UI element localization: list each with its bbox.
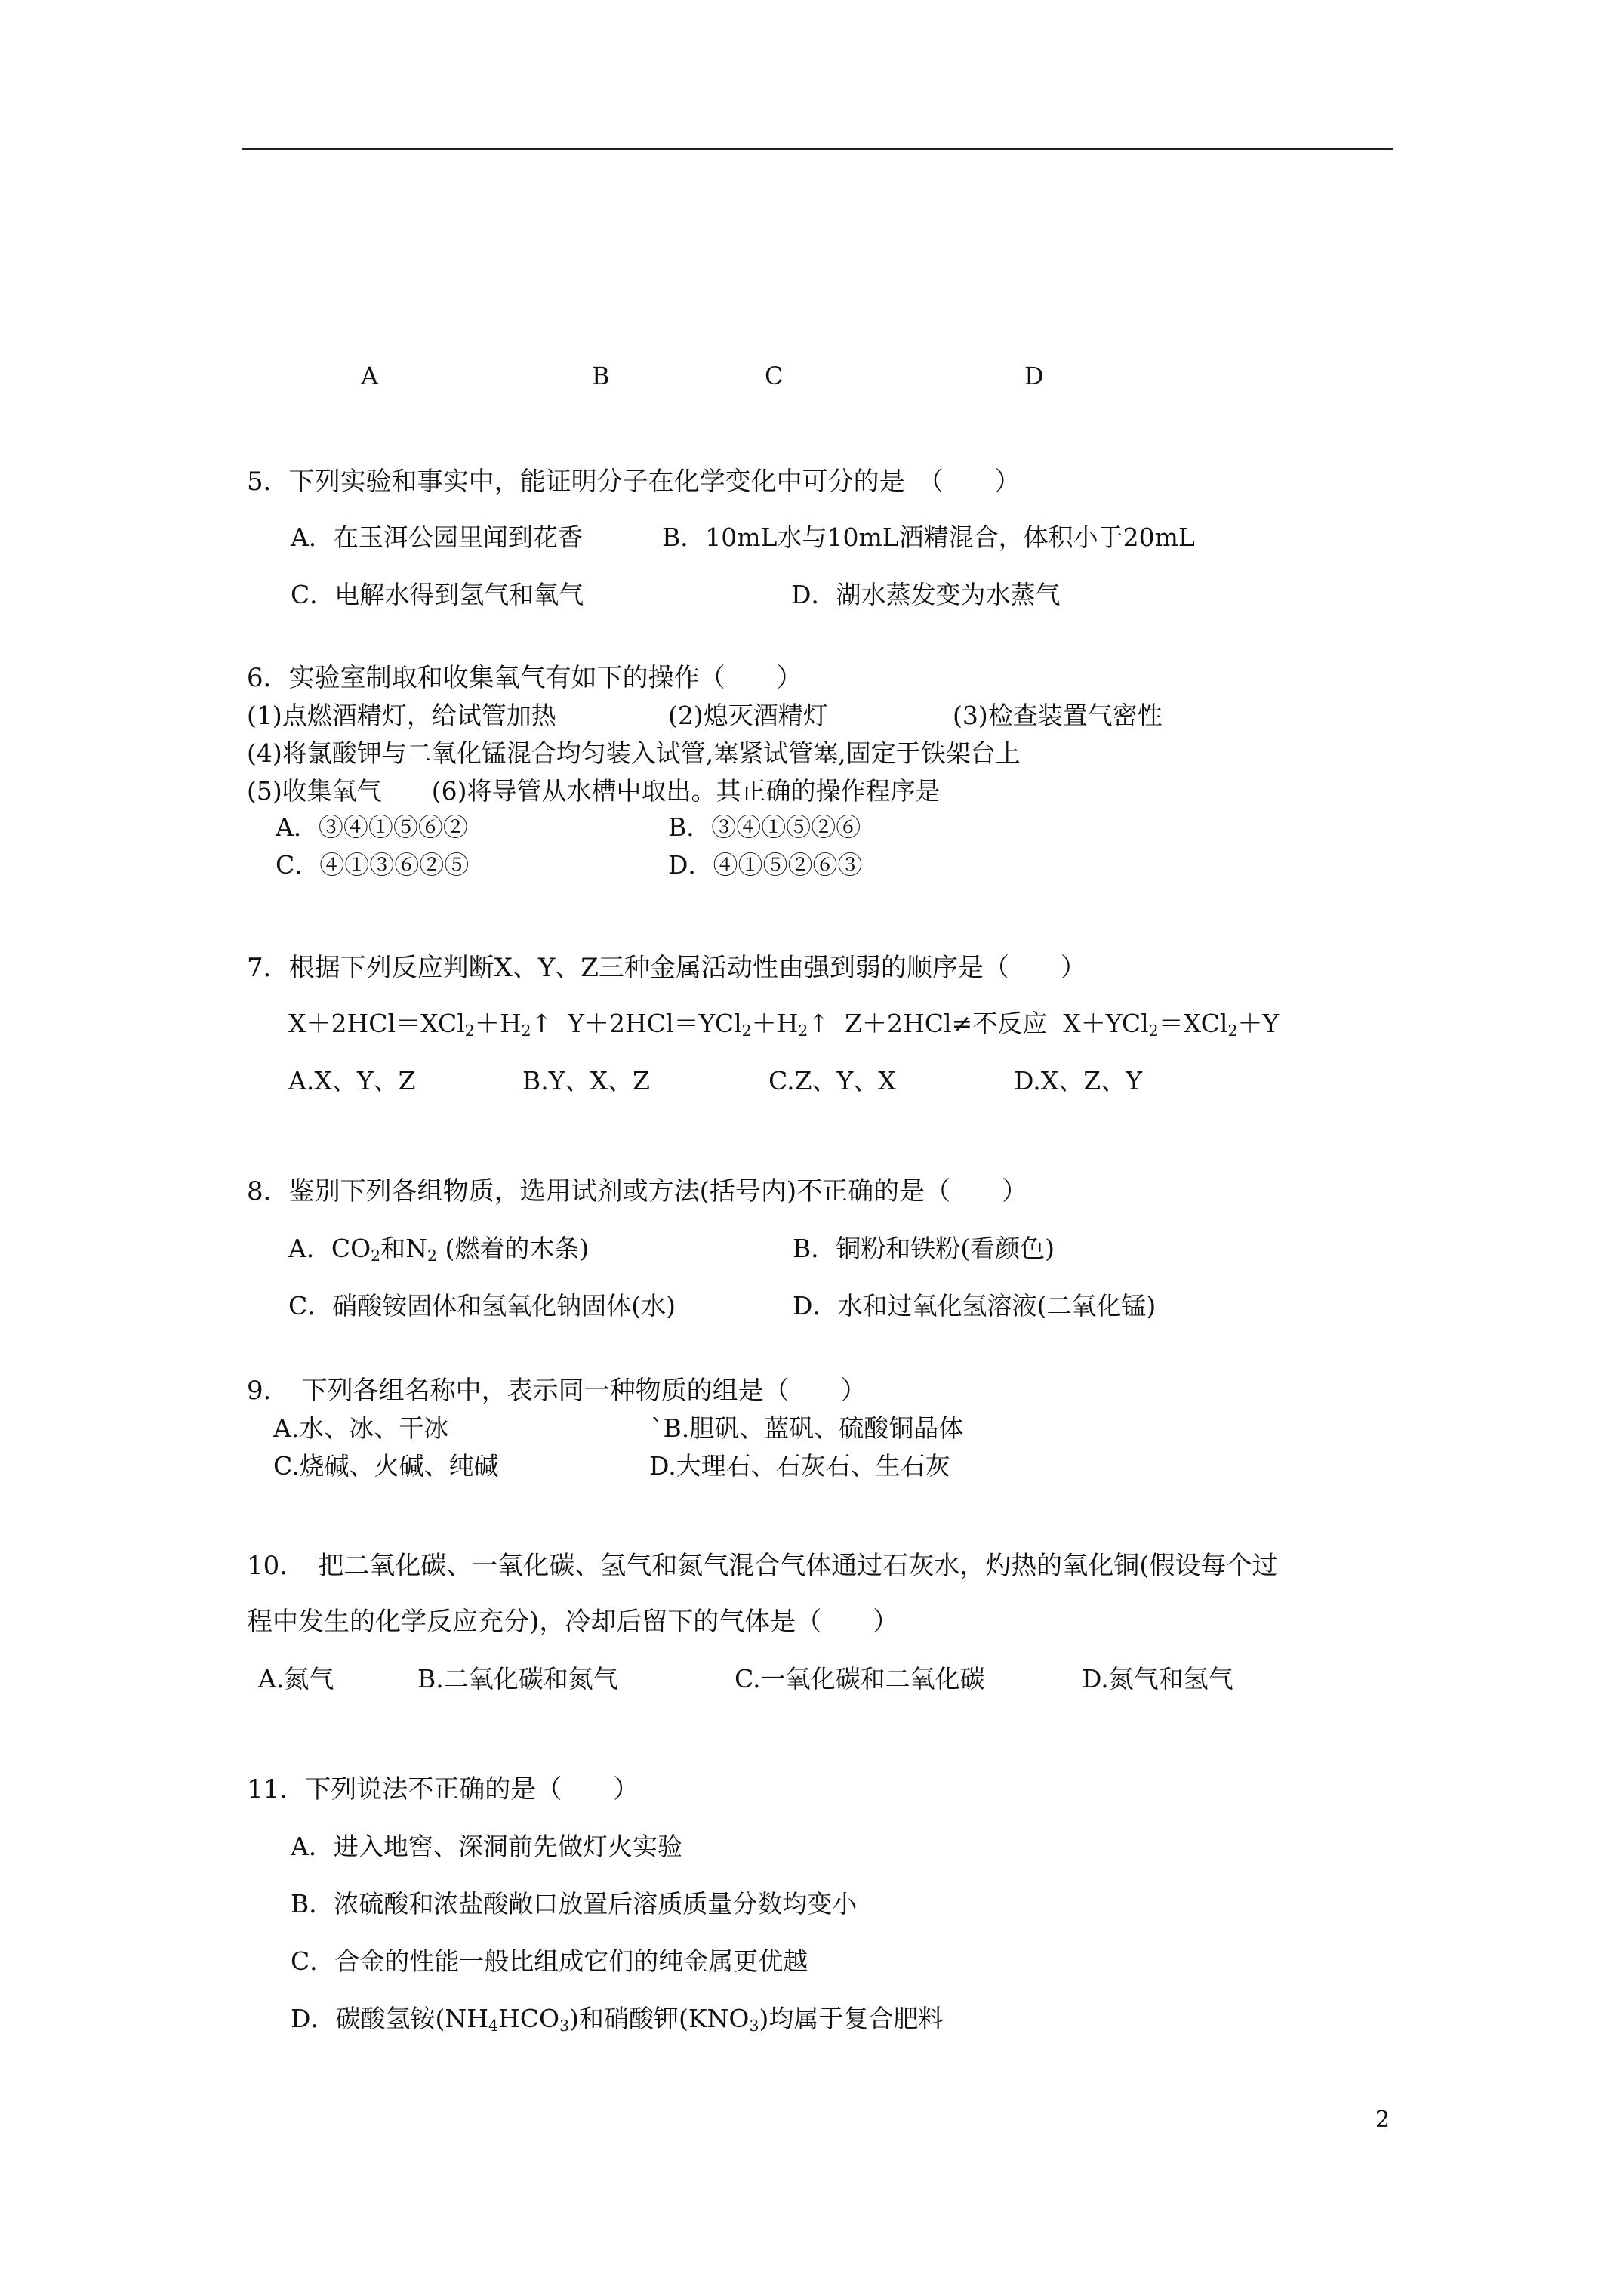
question-8-option-d: D．水和过氧化氢溶液(二氧化锰)	[793, 1291, 1156, 1321]
question-6-step-3: (3)检查装置气密性	[953, 701, 1163, 730]
question-9-option-d: D.大理石、石灰石、生石灰	[649, 1451, 950, 1481]
reaction-2: $Y+2HCl=YCl_2+H_2↑$	[568, 1009, 830, 1040]
question-5-option-b: B．10mL水与10mL酒精混合，体积小于20mL	[662, 522, 1195, 552]
question-9-option-a: A.水、冰、干冰	[273, 1413, 449, 1443]
question-6-option-a: A．③④①⑤⑥②	[276, 812, 468, 842]
image-label-d: D	[1024, 362, 1044, 390]
question-5-option-d: D．湖水蒸发变为水蒸气	[791, 580, 1061, 609]
question-11-option-c: C．合金的性能一般比组成它们的纯金属更优越	[291, 1946, 808, 1976]
question-10-option-d: D.氮气和氢气	[1082, 1664, 1233, 1693]
question-6-option-c: C．④①③⑥②⑤	[276, 850, 470, 880]
question-5-option-c: C．电解水得到氢气和氧气	[291, 580, 584, 609]
question-6-option-d: D．④①⑤②⑥③	[668, 850, 863, 880]
reaction-4: X＋YCl$_2$＝XCl$_2$＋Y	[1063, 1009, 1280, 1040]
header-rule	[242, 148, 1393, 150]
question-6-step-5-6: (5)收集氧气 (6)将导管从水槽中取出。其正确的操作程序是	[247, 776, 941, 806]
reaction-3: Z＋2HCl≠不反应	[845, 1009, 1048, 1038]
question-11-option-a: A．进入地窖、深洞前先做灯火实验	[291, 1832, 682, 1861]
question-7-option-b: B.Y、X、Z	[522, 1066, 650, 1096]
question-8-option-c: C．硝酸铵固体和氢氧化钠固体(水)	[288, 1291, 676, 1321]
question-7-option-d: D.X、Z、Y	[1014, 1066, 1142, 1096]
question-10-stem-line-1: 10． 把二氧化碳、一氧化碳、氢气和氮气混合气体通过石灰水，灼热的氧化铜(假设每个过	[247, 1551, 1278, 1581]
question-6-step-1: (1)点燃酒精灯，给试管加热	[247, 701, 556, 730]
question-7-option-c: C.Z、Y、X	[768, 1066, 896, 1096]
question-7-option-a: A.X、Y、Z	[288, 1066, 416, 1096]
question-7-stem: 7．根据下列反应判断X、Y、Z三种金属活动性由强到弱的顺序是（ ）	[247, 953, 1086, 983]
gas-arrow-icon: ↑	[808, 1009, 830, 1038]
question-10-option-b: B.二氧化碳和氮气	[417, 1664, 618, 1693]
question-11-stem: 11．下列说法不正确的是（ ）	[247, 1774, 639, 1804]
image-label-a: A	[361, 362, 379, 390]
question-7-reactions	[288, 1009, 1279, 1039]
question-9-stem: 9． 下列各组名称中，表示同一种物质的组是（ ）	[247, 1376, 867, 1406]
question-6-step-4: (4)将氯酸钾与二氧化锰混合均匀装入试管,塞紧试管塞,固定于铁架台上	[247, 738, 1021, 768]
gas-arrow-icon: ↑	[531, 1009, 553, 1038]
reaction-1: $X+2HCl=XCl_2+H_2↑$	[288, 1009, 553, 1040]
question-6-step-2: (2)熄灭酒精灯	[668, 701, 828, 730]
question-5-stem: 5．下列实验和事实中，能证明分子在化学变化中可分的是 （ ）	[247, 467, 1021, 497]
image-label-b: B	[592, 362, 610, 390]
question-6-stem: 6．实验室制取和收集氧气有如下的操作（ ）	[247, 663, 802, 693]
question-10-stem-line-2: 程中发生的化学反应充分)，冷却后留下的气体是（ ）	[247, 1607, 899, 1637]
question-11-option-b: B．浓硫酸和浓盐酸敞口放置后溶质质量分数均变小	[291, 1889, 858, 1918]
question-10-option-a: A.氮气	[258, 1664, 334, 1693]
image-label-c: C	[765, 362, 784, 390]
question-11-option-d: D．碳酸氢铵$(NH_4HCO_3)$和硝酸钾$(KNO_3)$均属于复合肥料	[291, 2004, 944, 2036]
question-8-stem: 8．鉴别下列各组物质，选用试剂或方法(括号内)不正确的是（ ）	[247, 1176, 1028, 1207]
question-9-option-c: C.烧碱、火碱、纯碱	[273, 1451, 499, 1481]
question-10-option-c: C.一氧化碳和二氧化碳	[735, 1664, 985, 1693]
question-8-option-b: B．铜粉和铁粉(看颜色)	[793, 1234, 1055, 1263]
question-9-option-b: `B.胆矾、蓝矾、硫酸铜晶体	[651, 1413, 964, 1443]
question-8-option-a: A．$CO_2$和$N_2$ (燃着的木条)	[288, 1234, 590, 1265]
question-6-option-b: B．③④①⑤②⑥	[668, 812, 861, 842]
page-number: 2	[1375, 2106, 1390, 2133]
question-5-option-a: A．在玉洱公园里闻到花香	[291, 522, 583, 552]
